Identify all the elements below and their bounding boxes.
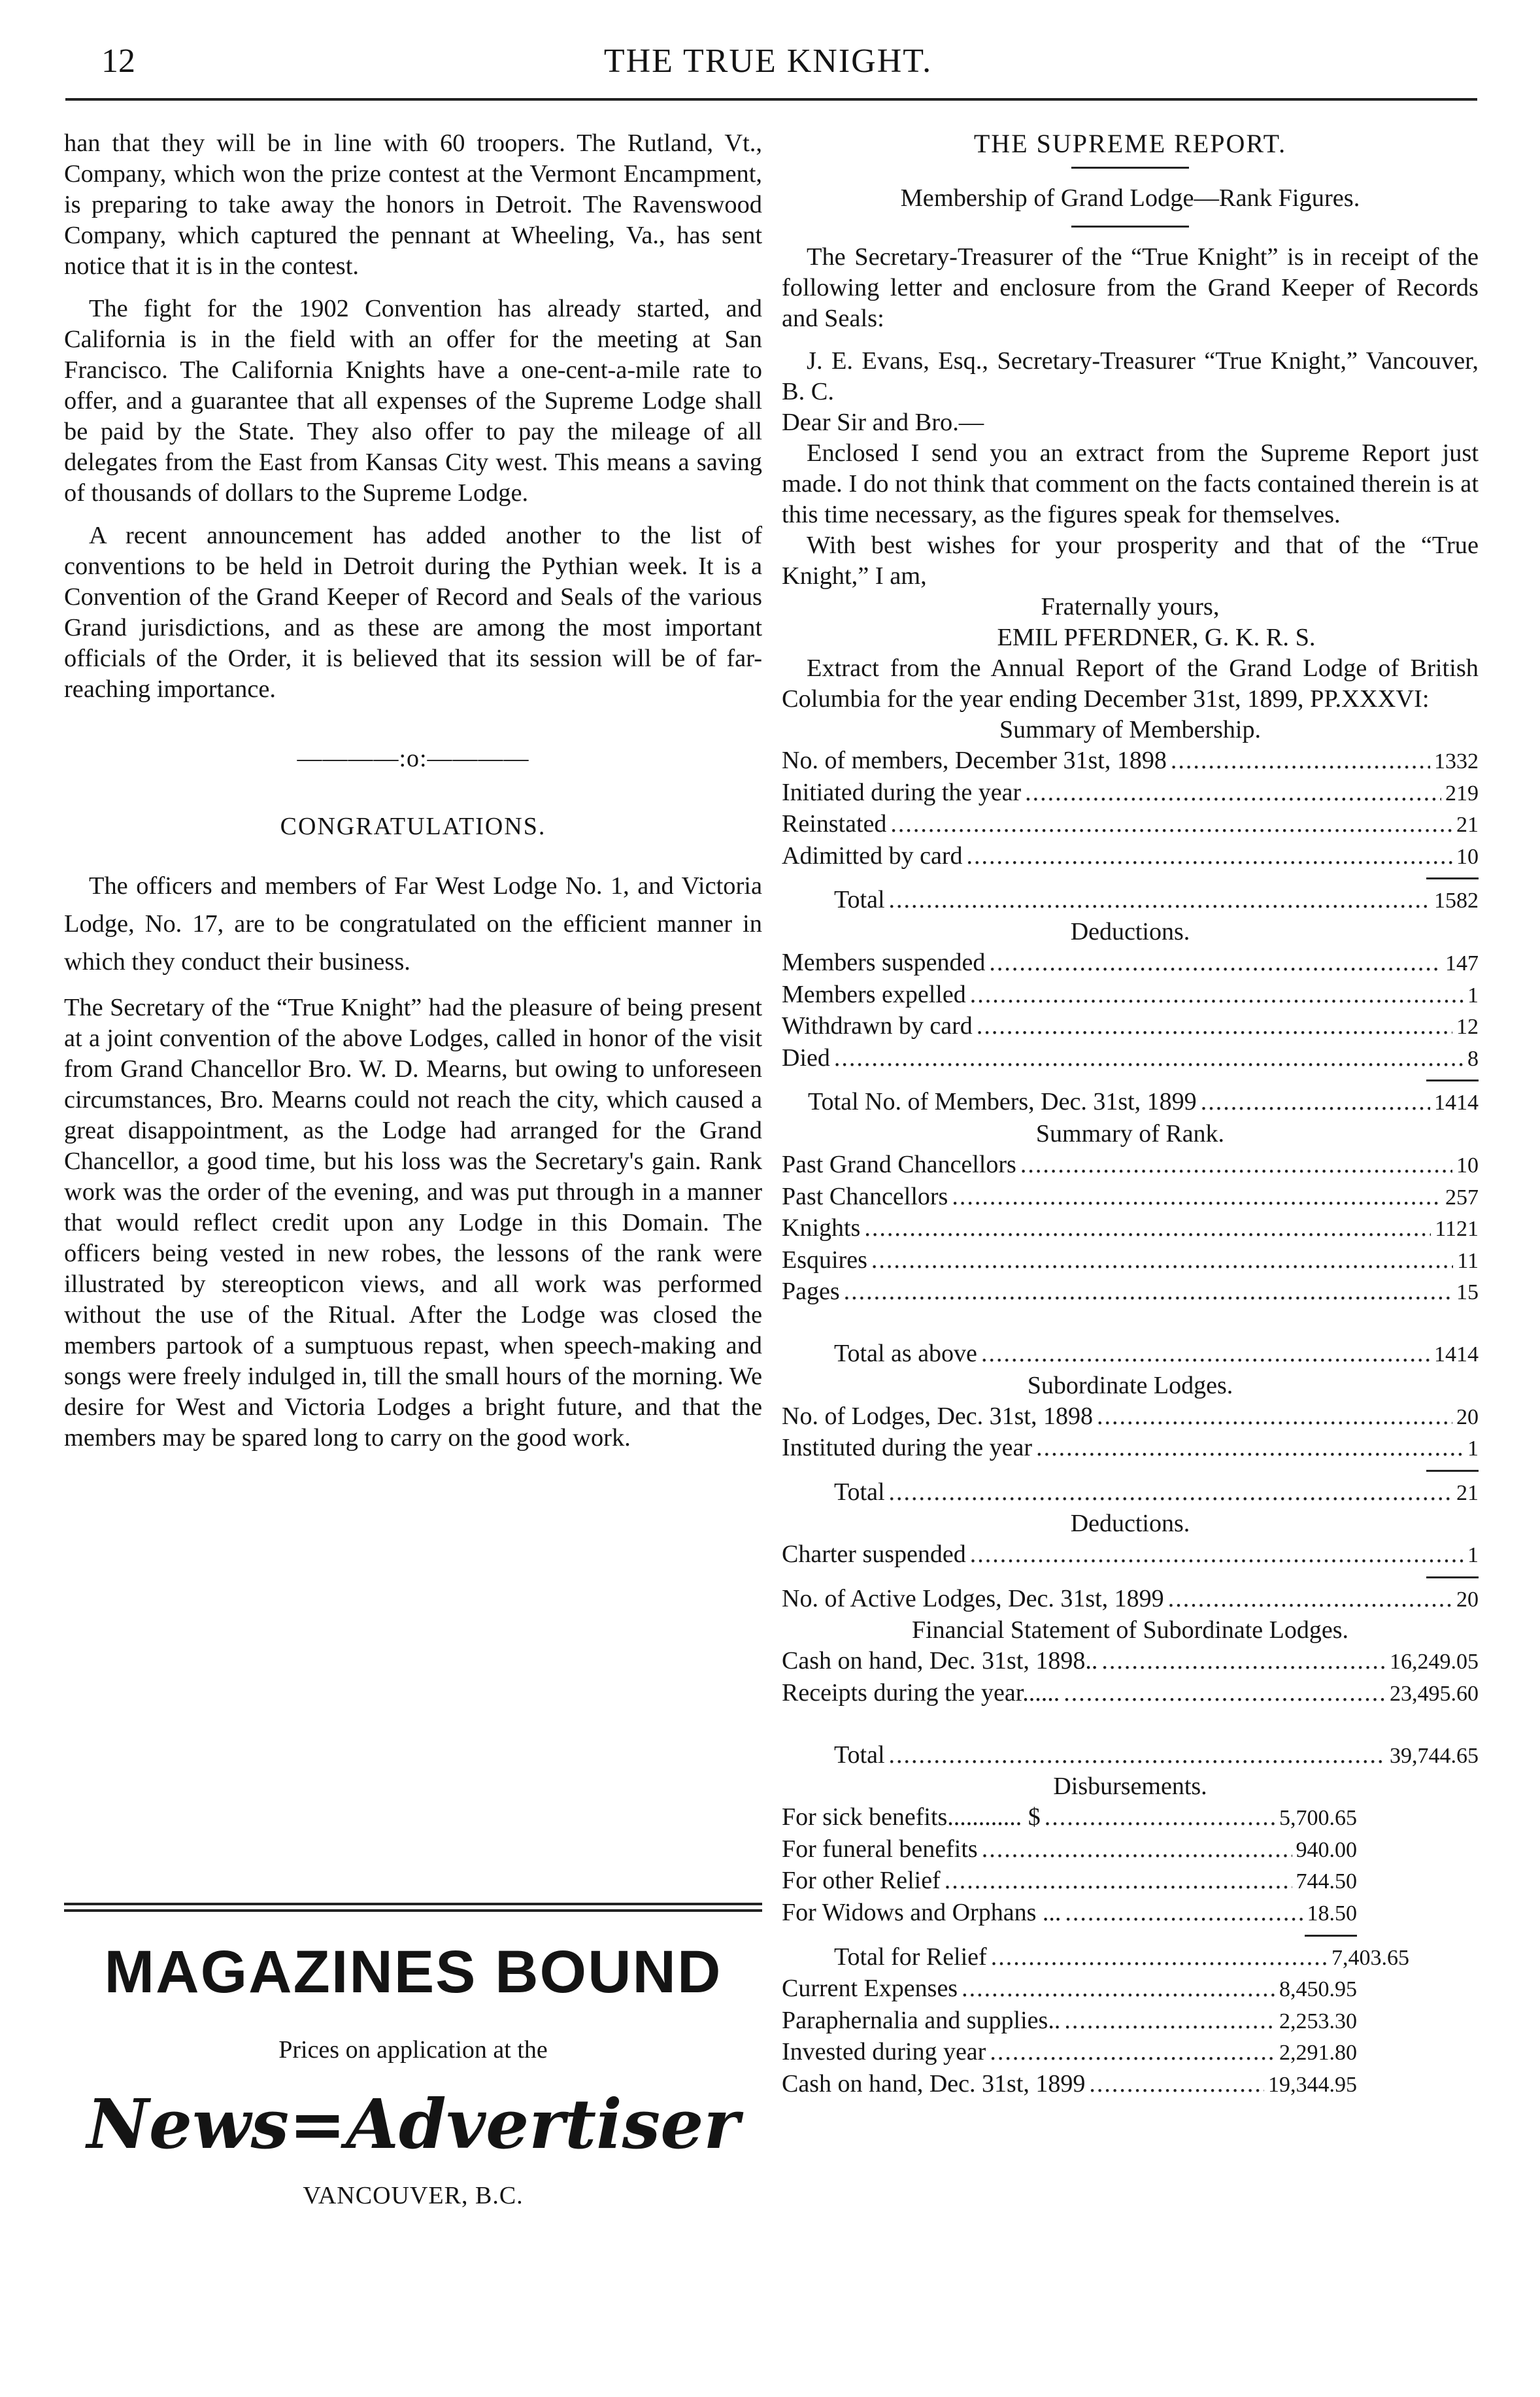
members-total-row — [782, 1087, 1479, 1119]
page-number: 12 — [101, 42, 135, 80]
row-label: For Widows and Orphans ... — [782, 1899, 1062, 1927]
rank-heading: Summary of Rank. — [1035, 1119, 1225, 1148]
row-value: 5,700.65 — [1279, 1806, 1357, 1831]
row-value: 16,249.05 — [1390, 1650, 1479, 1674]
row-label: Pages — [782, 1278, 840, 1306]
row-value: 8 — [1467, 1046, 1479, 1071]
row-label: Paraphernalia and supplies.. — [782, 2006, 1061, 2034]
row-label: Cash on hand, Dec. 31st, 1898.. — [782, 1647, 1098, 1675]
row-label: Members expelled — [782, 980, 966, 1008]
row-value: 15 — [1456, 1280, 1479, 1305]
row-value: 7,403.65 — [1331, 1945, 1409, 1970]
leader-dots — [1065, 1897, 1303, 1928]
leader-dots — [1168, 1584, 1452, 1614]
header-rule — [65, 98, 1477, 101]
letter-salutation: Dear Sir and Bro.— — [782, 409, 984, 436]
report-row — [782, 809, 1479, 841]
report-row — [782, 2037, 1357, 2069]
sum-rule — [1426, 1080, 1479, 1081]
membership-report — [782, 715, 1479, 2101]
report-row — [782, 1245, 1479, 1277]
row-label: Past Chancellors — [782, 1182, 948, 1210]
leader-dots — [989, 947, 1441, 978]
section-separator: ————:o:———— — [297, 745, 529, 772]
congratulations-lead: The officers and members of Far West Lodge No. 1, and Victoria Lodge, No. 17, are to be congratulated on the efficient manner in which they conduct their business. — [64, 872, 762, 976]
leader-dots — [981, 1338, 1430, 1369]
row-label: Total — [834, 1478, 885, 1506]
membership-heading: Summary of Membership. — [999, 716, 1261, 743]
report-intro: The Secretary-Treasurer of the “True Knight” is in receipt of the following letter and enclosure from the Grand Keeper of Records and Seals: — [782, 243, 1479, 332]
row-label: Receipts during the year...... — [782, 1679, 1060, 1707]
report-row — [782, 1149, 1479, 1182]
row-value: 1414 — [1434, 1342, 1479, 1367]
report-row — [782, 1973, 1357, 2005]
report-row — [782, 1834, 1357, 1866]
leader-dots — [1101, 1646, 1386, 1676]
row-label: Instituted during the year — [782, 1434, 1033, 1462]
row-value: 1414 — [1434, 1091, 1479, 1115]
report-row — [782, 1213, 1479, 1245]
leader-dots — [1020, 1149, 1452, 1180]
report-row — [782, 1802, 1357, 1834]
advert-city: VANCOUVER, B.C. — [303, 2182, 524, 2209]
leader-dots — [834, 1043, 1464, 1074]
row-label: Reinstated — [782, 810, 887, 838]
row-label: Total — [834, 1741, 885, 1769]
report-row — [782, 1043, 1479, 1075]
leader-dots — [945, 1865, 1292, 1896]
letter-wishes: With best wishes for your prosperity and that of the “True Knight,” I am, — [782, 532, 1479, 590]
congratulations-body: The Secretary of the “True Knight” had the pleasure of being present at a joint convention of the above Lodges, called in honor of the visit from Grand Chancellor Bro. W. D. Mearns, but owing to unforeseen circumstances, Bro. Mearns could not reach the city, which caused a great disappointment, as the Lodge had arranged for the Grand Chancellor, a good time, but his loss was the Secretary's gain. Rank work was the order of the evening, and was put through in a manner that would reflect credit upon any Lodge in this Domain. The officers being vested in new robes, the lessons of the rank were illustrated by stereopticon views, and all work was performed without the use of the Ritual. After the Lodge was closed the members partook of a sumptuous repast, when speech-making and songs were freely indulged in, till the small hours of the morning. We desire for West and Victoria Lodges a bright future, and that the members may be spared long to carry on the good work. — [64, 994, 762, 1452]
row-label: For sick benefits............ $ — [782, 1803, 1041, 1831]
row-label: Died — [782, 1044, 830, 1072]
leader-dots — [871, 1245, 1453, 1276]
row-label: Total No. of Members, Dec. 31st, 1899 — [808, 1088, 1197, 1116]
row-label: Adimitted by card — [782, 842, 963, 870]
deductions-heading: Deductions. — [1070, 917, 1190, 945]
page-header — [62, 42, 1474, 88]
row-label: Invested during year — [782, 2038, 986, 2066]
row-value: 1582 — [1434, 889, 1479, 913]
row-value: 2,291.80 — [1279, 2041, 1357, 2066]
report-row — [782, 1401, 1479, 1433]
row-value: 10 — [1456, 1153, 1479, 1178]
report-row — [782, 979, 1479, 1012]
row-value: 20 — [1456, 1404, 1479, 1429]
leader-dots — [977, 1011, 1452, 1042]
row-value: 21 — [1456, 813, 1479, 838]
row-value: 21 — [1456, 1480, 1479, 1505]
report-row — [782, 1865, 1357, 1897]
leader-dots — [889, 1740, 1386, 1771]
report-row — [782, 1011, 1479, 1043]
row-label: No. of members, December 31st, 1898 — [782, 747, 1167, 774]
leader-dots — [970, 1539, 1464, 1570]
leader-dots — [1171, 745, 1430, 776]
leader-dots — [1025, 777, 1441, 808]
row-value: 744.50 — [1296, 1869, 1357, 1894]
letter-body: Enclosed I send you an extract from the Supreme Report just made. I do not think that comment on the facts contained therein is at this time necessary, as the figures speak for themselves. — [782, 439, 1479, 528]
report-row — [782, 841, 1479, 873]
row-value: 10 — [1456, 844, 1479, 869]
row-label: Charter suspended — [782, 1540, 966, 1569]
leader-dots — [982, 1834, 1292, 1865]
article-paragraph: A recent announcement has added another to the list of conventions to be held in Detroit during the Pythian week. It is a Convention of the Grand Keeper of Record and Seals of the various Grand jurisdictions, and as these are among the most important officials of the Order, it is believed that its session will be of far-reaching importance. — [64, 522, 762, 703]
row-label: Total for Relief — [834, 1943, 987, 1971]
leader-dots — [1045, 1802, 1275, 1833]
leader-dots — [952, 1182, 1441, 1212]
row-label: No. of Lodges, Dec. 31st, 1898 — [782, 1402, 1093, 1430]
leader-dots — [970, 979, 1464, 1010]
row-value: 2,253.30 — [1279, 2009, 1357, 2033]
report-row — [782, 1182, 1479, 1214]
report-row — [782, 2069, 1357, 2101]
leader-dots — [990, 2037, 1275, 2067]
left-column — [64, 128, 762, 1465]
advert-publisher-name: News=Advertiser — [86, 2084, 740, 2164]
report-row — [782, 745, 1479, 777]
row-value: 18.50 — [1307, 1901, 1357, 1926]
leader-dots — [1097, 1401, 1452, 1432]
row-value: 1121 — [1435, 1217, 1479, 1242]
row-label: Withdrawn by card — [782, 1012, 973, 1040]
row-label: For funeral benefits — [782, 1835, 978, 1863]
letter-address: J. E. Evans, Esq., Secretary-Treasurer “True Knight,” Vancouver, B. C. — [782, 347, 1479, 405]
leader-dots — [966, 841, 1452, 872]
row-label: Knights — [782, 1214, 861, 1242]
lodge-deductions-heading: Deductions. — [1070, 1510, 1190, 1538]
leader-dots — [1089, 2069, 1264, 2100]
row-label: Current Expenses — [782, 1975, 958, 2003]
row-label: For other Relief — [782, 1867, 941, 1895]
row-value: 19,344.95 — [1268, 2073, 1357, 2097]
leader-dots — [890, 809, 1452, 840]
row-value: 12 — [1456, 1015, 1479, 1040]
row-label: Initiated during the year — [782, 778, 1022, 806]
report-row — [782, 777, 1479, 809]
row-value: 257 — [1445, 1185, 1479, 1210]
lodges-total-row — [782, 1477, 1479, 1509]
article-paragraph: han that they will be in line with 60 troopers. The Rutland, Vt., Company, which won the prize contest at the Vermont Encampment, is preparing to take away the honors in Detroit. The Ravenswood Company, which captured the pennant at Wheeling, Va., has sent notice that it is in the contest. — [64, 129, 762, 280]
report-row — [782, 1678, 1479, 1710]
report-extract: Extract from the Annual Report of the Grand Lodge of British Columbia for the year ending December 31st, 1899, PP.XXXVI: — [782, 654, 1479, 713]
row-value: 147 — [1445, 951, 1479, 976]
row-label: Members suspended — [782, 948, 986, 976]
leader-dots — [991, 1942, 1328, 1973]
row-label: Total — [834, 886, 885, 914]
advertisement — [64, 1903, 762, 2210]
leader-dots — [1064, 2005, 1275, 2036]
letter-closing: Fraternally yours, — [1041, 593, 1220, 620]
leader-dots — [1201, 1087, 1430, 1117]
sum-rule — [1305, 1935, 1357, 1937]
active-lodges-row — [782, 1584, 1479, 1616]
disbursements-heading: Disbursements. — [1053, 1773, 1207, 1801]
row-value: 1 — [1467, 983, 1479, 1008]
row-value: 8,450.95 — [1279, 1977, 1357, 2002]
financial-heading: Financial Statement of Subordinate Lodges. — [911, 1616, 1349, 1644]
row-value: 20 — [1456, 1587, 1479, 1612]
subheading-rule — [1071, 226, 1189, 228]
row-value: 1 — [1467, 1436, 1479, 1461]
row-label: Total as above — [834, 1339, 977, 1367]
row-value: 940.00 — [1296, 1837, 1357, 1862]
supreme-report-heading: THE SUPREME REPORT. — [973, 129, 1287, 158]
advert-subtitle: Prices on application at the — [278, 2036, 548, 2064]
masthead: THE TRUE KNIGHT. — [603, 42, 933, 80]
report-subheading: Membership of Grand Lodge—Rank Figures. — [900, 184, 1360, 212]
report-row — [782, 1897, 1357, 1930]
lodges-heading: Subordinate Lodges. — [1027, 1371, 1233, 1399]
row-value: 39,744.65 — [1390, 1743, 1479, 1768]
row-label: Past Grand Chancellors — [782, 1150, 1016, 1178]
row-value: 1 — [1467, 1543, 1479, 1568]
leader-dots — [889, 885, 1430, 915]
sum-rule — [1426, 1470, 1479, 1472]
report-row — [782, 947, 1479, 979]
leader-dots — [962, 1973, 1275, 2004]
report-row — [782, 2005, 1357, 2037]
leader-dots — [864, 1213, 1431, 1244]
row-value: 23,495.60 — [1390, 1682, 1479, 1707]
leader-dots — [1036, 1433, 1464, 1463]
congratulations-heading: CONGRATULATIONS. — [280, 813, 546, 840]
leader-dots — [1063, 1678, 1386, 1708]
letter-signature: EMIL PFERDNER, G. K. R. S. — [997, 624, 1316, 651]
article-paragraph: The fight for the 1902 Convention has already started, and California is in the field with an offer for the meeting at San Francisco. The California Knights have a one-cent-a-mile rate to offer, and a guarantee that all expenses of the Supreme Lodge shall be paid by the State. They also offer to pay the mileage of all delegates from the East from Kansas City west. This means a saving of thousands of dollars to the Supreme Lodge. — [64, 295, 762, 507]
heading-rule — [1071, 167, 1189, 169]
report-row — [782, 1942, 1409, 1974]
advert-title: MAGAZINES BOUND — [104, 1939, 722, 2005]
report-row — [782, 1539, 1479, 1571]
report-row — [782, 1433, 1479, 1465]
leader-dots — [844, 1276, 1452, 1307]
sum-rule — [1426, 1576, 1479, 1578]
leader-dots — [889, 1477, 1452, 1508]
row-value: 1332 — [1434, 749, 1479, 774]
report-row — [782, 1646, 1479, 1678]
row-label: Esquires — [782, 1246, 867, 1274]
financial-total-row — [782, 1740, 1479, 1772]
rank-total-row — [782, 1338, 1479, 1370]
row-label: No. of Active Lodges, Dec. 31st, 1899 — [782, 1584, 1164, 1612]
row-value: 219 — [1445, 781, 1479, 806]
membership-total-row — [782, 885, 1479, 917]
report-row — [782, 1276, 1479, 1308]
row-label: Cash on hand, Dec. 31st, 1899 — [782, 2070, 1086, 2098]
row-value: 11 — [1457, 1248, 1479, 1273]
right-column — [782, 128, 1479, 2101]
sum-rule — [1426, 877, 1479, 879]
advert-rule — [64, 1903, 762, 1912]
